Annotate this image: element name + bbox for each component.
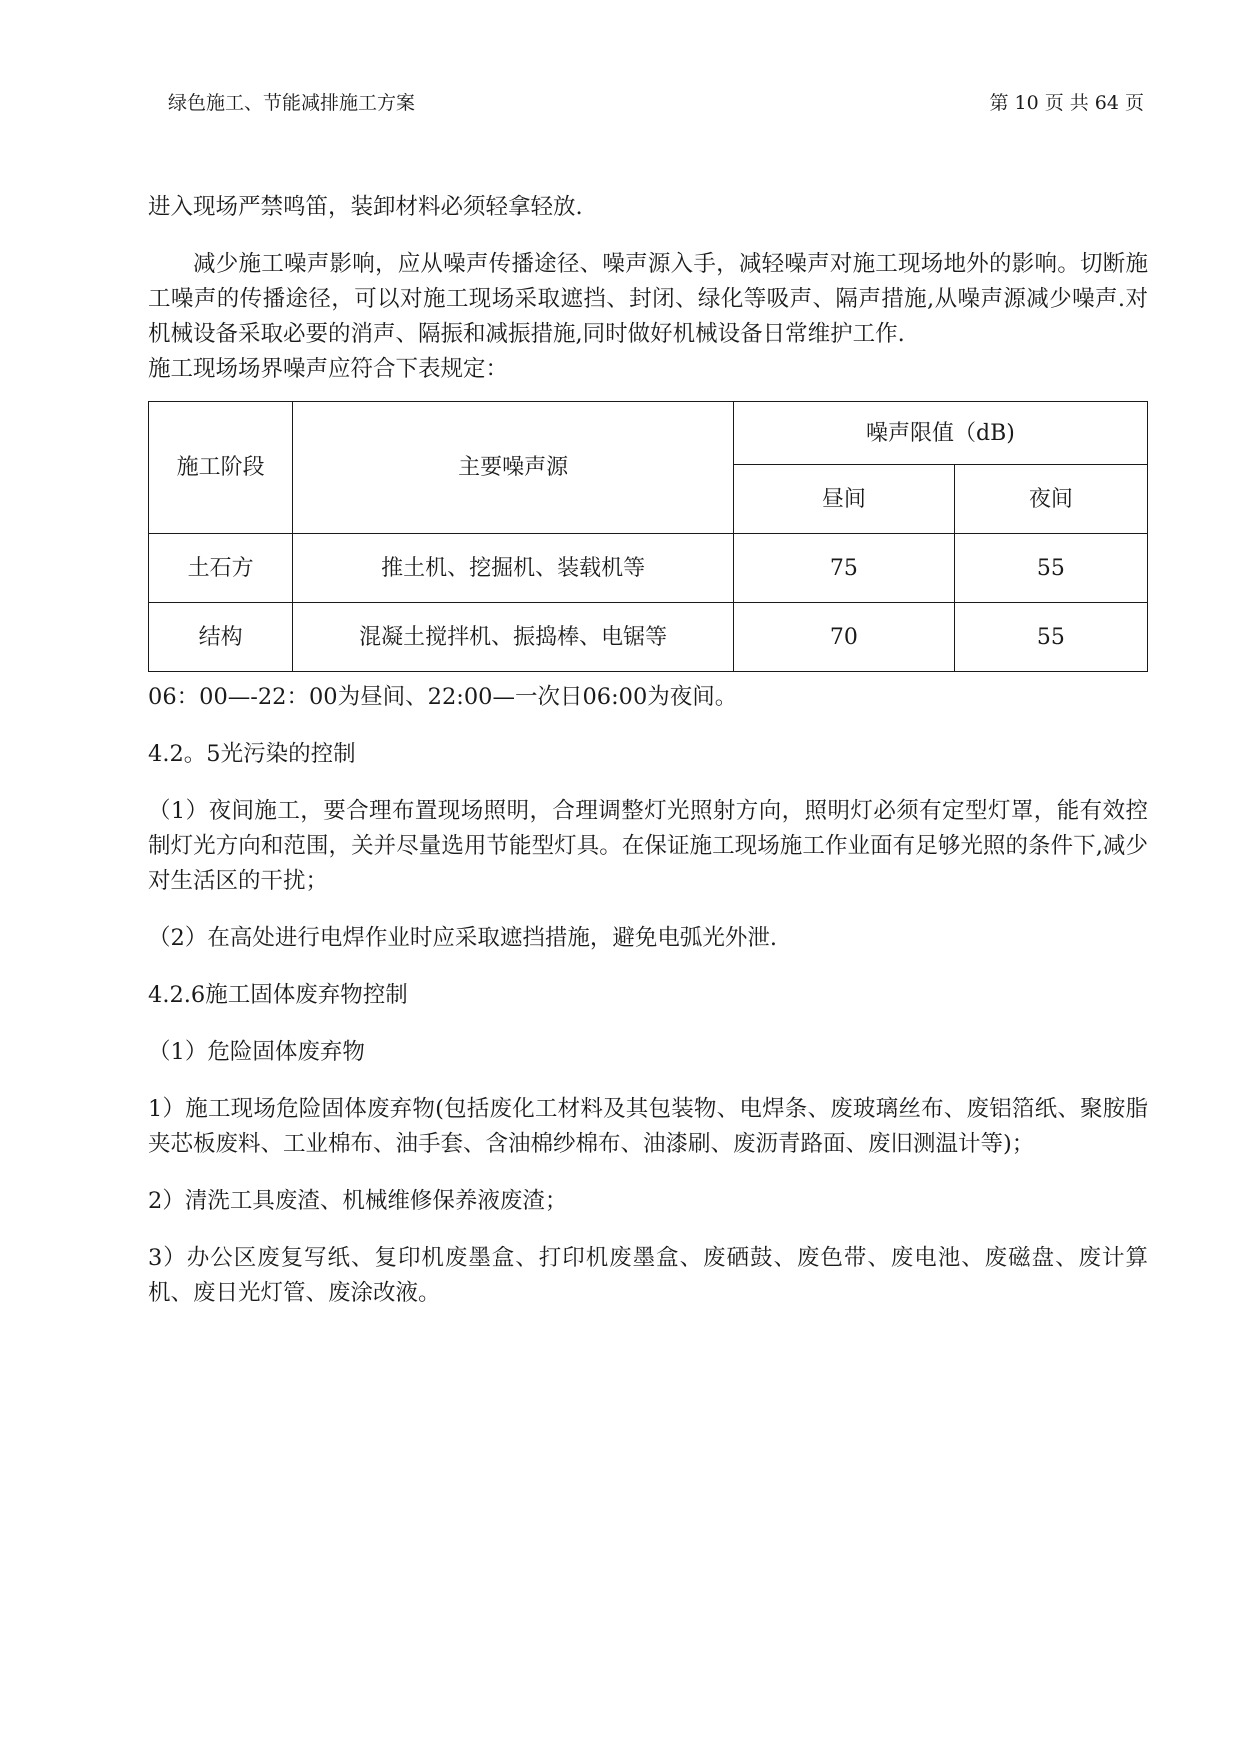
header-night: 夜间 — [954, 465, 1147, 534]
section-heading-light-pollution: 4.2。5光污染的控制 — [148, 741, 356, 767]
header-noise-limit: 噪声限值（dB) — [733, 402, 1147, 465]
page-header — [168, 88, 1144, 118]
cell-day: 70 — [733, 603, 954, 672]
document-body — [148, 190, 1148, 1333]
document-title: 绿色施工、节能减排施工方案 — [168, 92, 416, 114]
cell-night: 55 — [954, 534, 1147, 603]
list-item-night-lighting: （1）夜间施工，要合理布置现场照明，合理调整灯光照射方向，照明灯必须有定型灯罩，能有效控制灯光方向和范围，关并尽量选用节能型灯具。在保证施工现场施工作业面有足够光照的条件下,减少对生活区的干扰； — [148, 798, 1148, 894]
cell-source: 混凝土搅拌机、振捣棒、电锯等 — [293, 603, 734, 672]
table-header-row — [149, 402, 1148, 465]
list-item-hazardous-materials: 1）施工现场危险固体废弃物(包括废化工材料及其包装物、电焊条、废玻璃丝布、废铝箔纸、聚胺脂夹芯板废料、工业棉布、油手套、含油棉纱棉布、油漆刷、废沥青路面、废旧测温计等)； — [148, 1096, 1148, 1157]
cell-night: 55 — [954, 603, 1147, 672]
paragraph-noise-reduction: 减少施工噪声影响，应从噪声传播途径、噪声源入手，减轻噪声对施工现场地外的影响。切断施工噪声的传播途径，可以对施工现场采取遮挡、封闭、绿化等吸声、隔声措施,从噪声源减少噪声.对机械设备采取必要的消声、隔振和减振措施,同时做好机械设备日常维护工作. — [148, 251, 1148, 347]
header-source: 主要噪声源 — [293, 402, 734, 534]
list-item-office-waste: 3）办公区废复写纸、复印机废墨盒、打印机废墨盒、废硒鼓、废色带、废电池、废磁盘、废计算机、废日光灯管、废涂改液。 — [148, 1245, 1148, 1306]
cell-stage: 结构 — [149, 603, 293, 672]
noise-limit-table — [148, 401, 1148, 672]
header-day: 昼间 — [733, 465, 954, 534]
paragraph-no-horn: 进入现场严禁鸣笛，装卸材料必须轻拿轻放. — [148, 194, 583, 220]
page-number: 第 10 页 共 64 页 — [989, 92, 1144, 114]
list-item-welding-shield: （2）在高处进行电焊作业时应采取遮挡措施，避免电弧光外泄. — [148, 925, 777, 951]
cell-stage: 土石方 — [149, 534, 293, 603]
paragraph-table-intro: 施工现场场界噪声应符合下表规定： — [148, 356, 509, 382]
header-stage: 施工阶段 — [149, 402, 293, 534]
subheading-hazardous-waste: （1）危险固体废弃物 — [148, 1039, 365, 1065]
table-row — [149, 603, 1148, 672]
time-definition-note: 06：00—-22：00为昼间、22:00—一次日06:00为夜间。 — [148, 684, 738, 710]
cell-source: 推土机、挖掘机、装载机等 — [293, 534, 734, 603]
cell-day: 75 — [733, 534, 954, 603]
section-heading-solid-waste: 4.2.6施工固体废弃物控制 — [148, 982, 408, 1008]
table-row — [149, 534, 1148, 603]
list-item-cleaning-residue: 2）清洗工具废渣、机械维修保养液废渣； — [148, 1188, 568, 1214]
